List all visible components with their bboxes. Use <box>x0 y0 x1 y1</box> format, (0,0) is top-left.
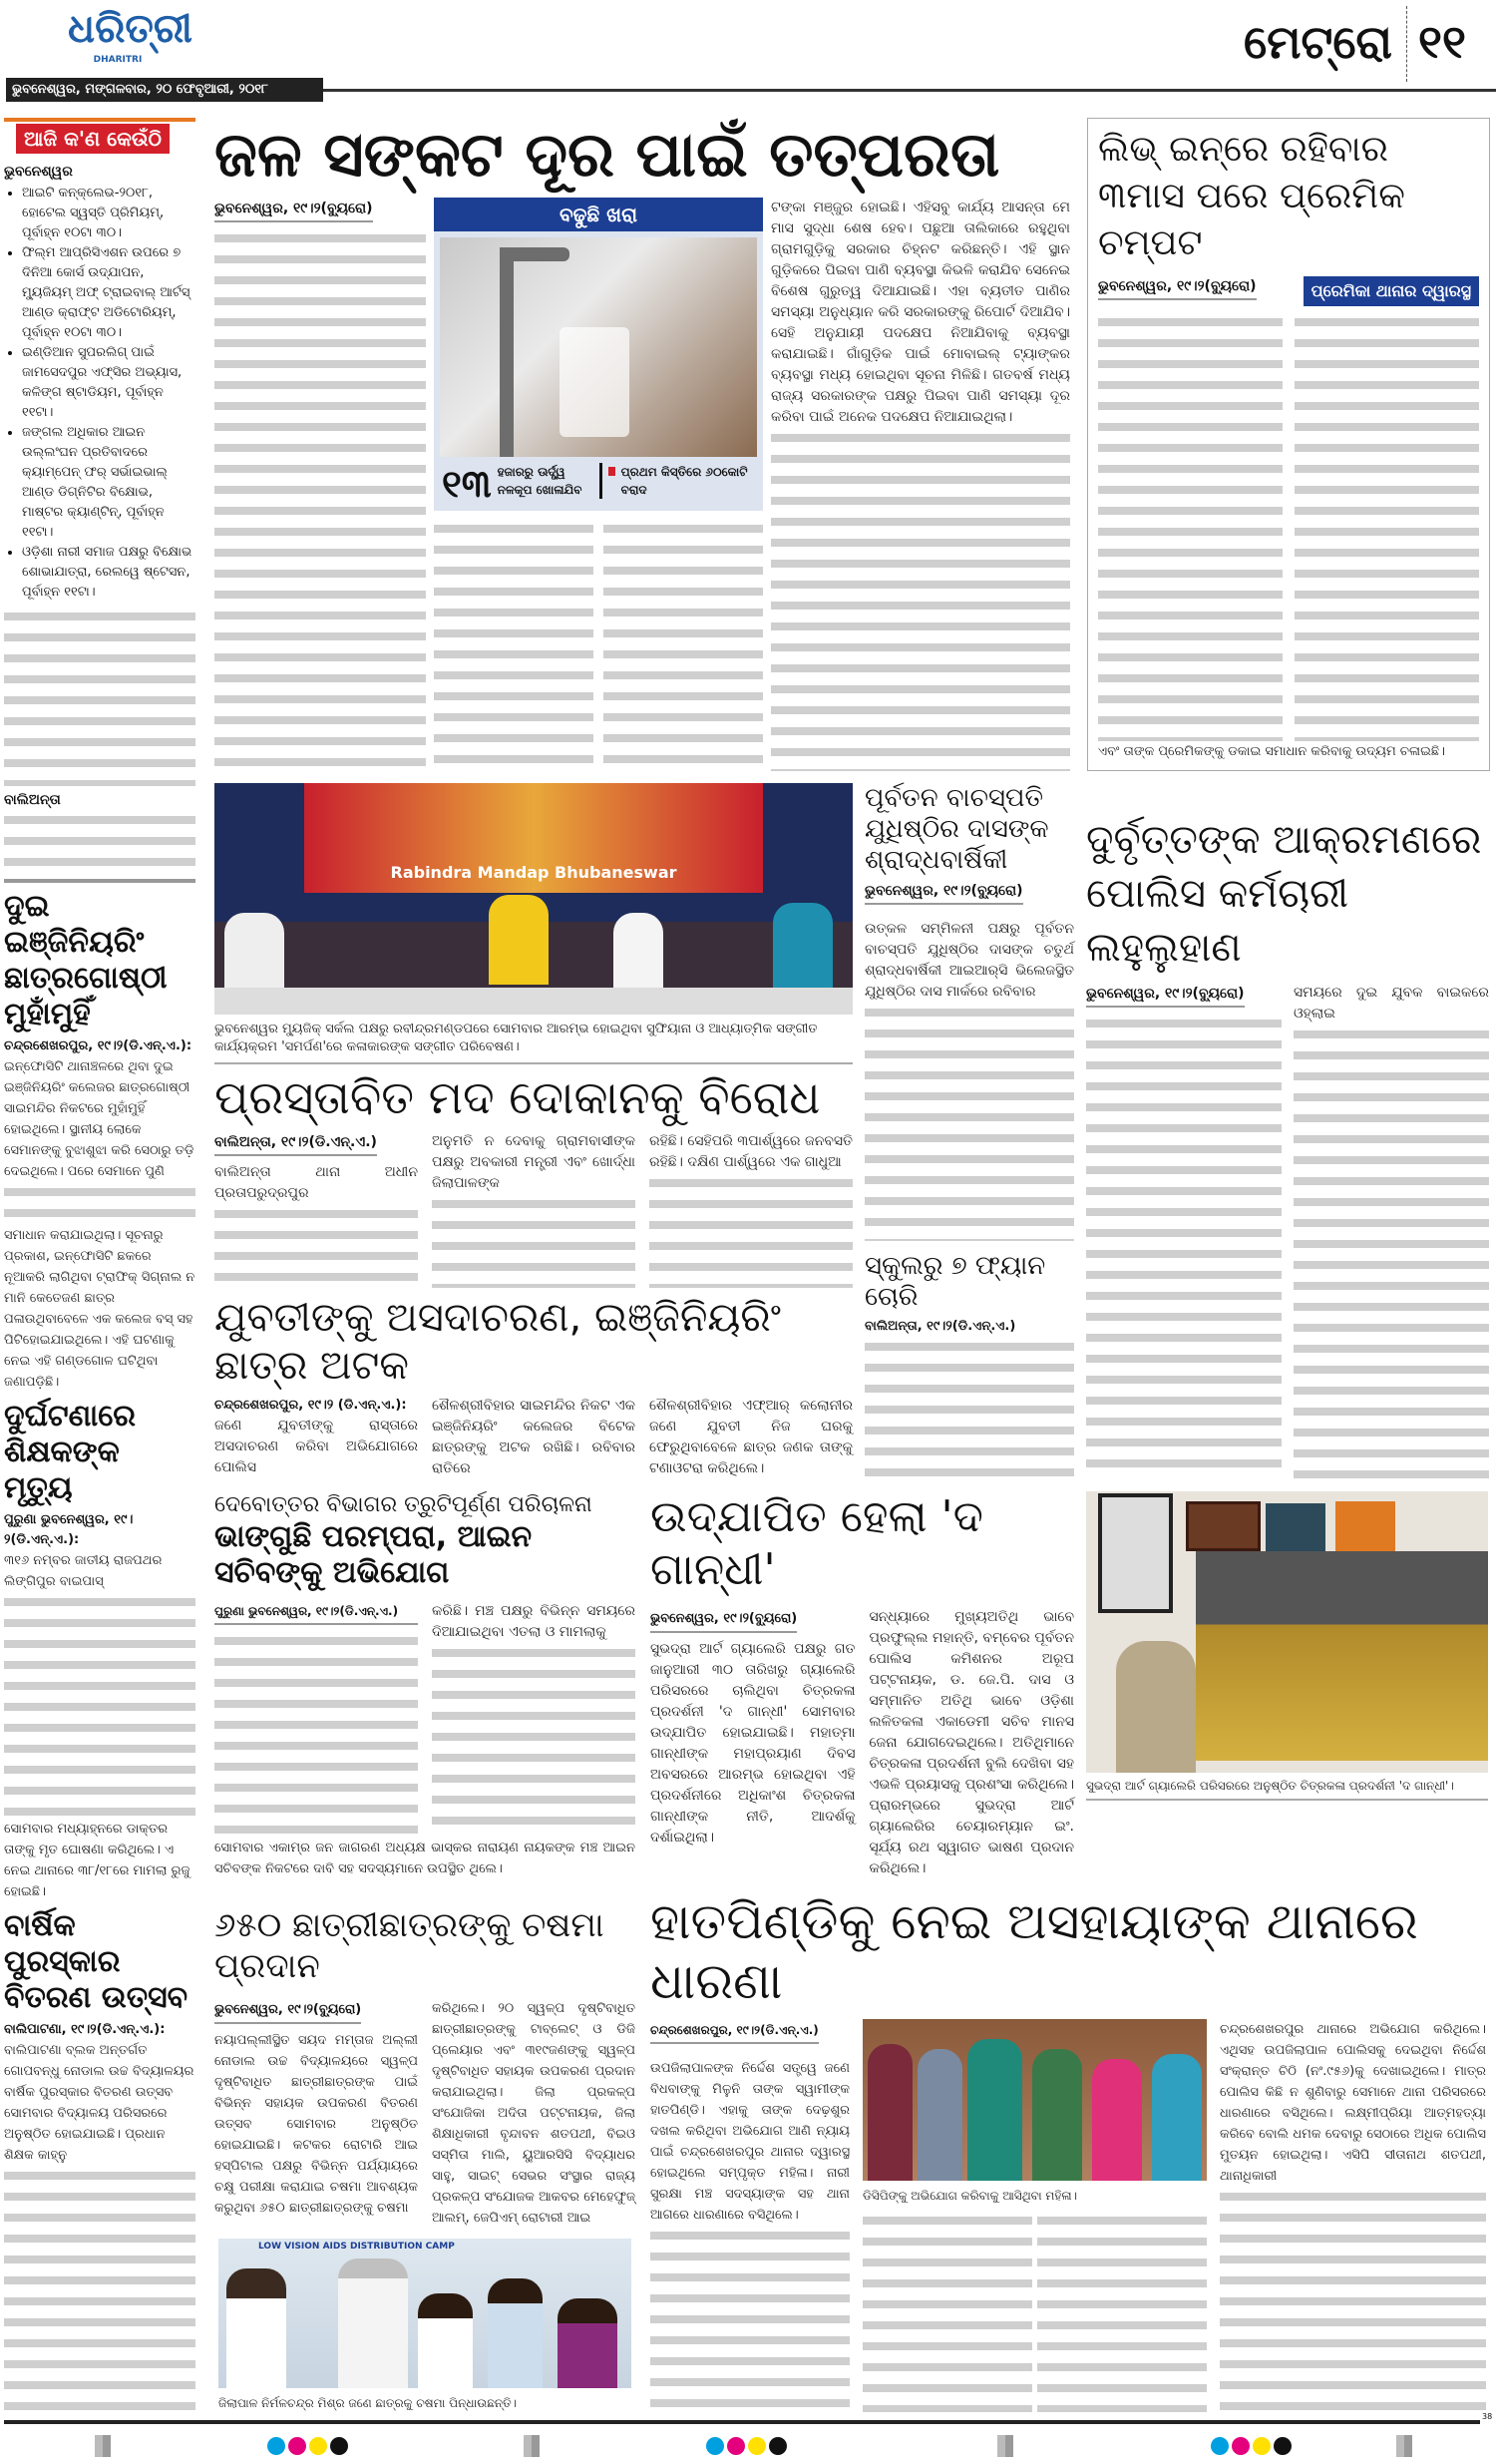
divider <box>214 1062 853 1064</box>
story-body: ବାଲିପାଟଣା ବ୍ଲକ ଅନ୍ତର୍ଗତ ଗୋପବନ୍ଧୁ ନୋଡାଲ ଉଚ୍ଚ ବିଦ୍ୟାଳୟର ବାର୍ଷିକ ପୁରସ୍କାର ବିତରଣ ଉତ୍ସବ ସୋମବାର ବିଦ୍ୟାଳୟ ପରିସରରେ ଅନୁଷ୍ଠିତ ହୋଇଯାଇଛି। ପ୍ରଧାନ ଶିକ୍ଷକ କାହ୍ନୁ <box>4 2043 194 2164</box>
story-body <box>1295 312 1479 741</box>
story-body: ରହିଛି। ସେହିପରି ୩ପାର୍ଶ୍ୱରେ ଜନବସତି ରହିଛି। ଦକ୍ଷିଣ ପାର୍ଶ୍ୱରେ ଏକ ଗାଧୁଆ <box>649 1133 853 1171</box>
tap-shape <box>500 247 569 261</box>
glasses-headline: ୬୫୦ ଛାତ୍ରୀଛାତ୍ରଙ୍କୁ ଚଷମା ପ୍ରଦାନ <box>214 1904 604 1986</box>
cmyk-dot <box>267 2437 285 2455</box>
water-tap-photo <box>440 237 757 457</box>
story-body-more <box>650 2226 850 2413</box>
dateline: ବାଲିଅନ୍ତା, ୧୯।୨(ଡି.ଏନ୍.ଏ.) <box>865 1319 1016 1335</box>
dateline: ଭୁବନେଶ୍ୱର, ୧୯।୨(ବ୍ୟୁରୋ) <box>214 2000 361 2024</box>
lead-story <box>214 118 1072 771</box>
dateline: ଚନ୍ଦ୍ରଶେଖରପୁର, ୧୯।୨ (ଡି.ଏନ୍.ଏ.): <box>214 1398 407 1414</box>
events-city2-text <box>4 810 195 873</box>
widow-caption: ଡିସିପିଙ୍କୁ ଅଭିଯୋଗ କରିବାକୁ ଆସିଥିବା ମହିଳା। <box>863 2188 1077 2203</box>
dateline: ଚନ୍ଦ୍ରଶେଖରପୁର, ୧୯।୨(ଡି.ଏନ୍.ଏ.) <box>650 2020 819 2044</box>
story-body: ବାଲିଅନ୍ତା ଥାନା ଅଧୀନ ପ୍ରତାପରୁଦ୍ରପୁର <box>214 1164 418 1202</box>
performer-singer <box>489 895 549 985</box>
story-body-tail: ସମାଧାନ କରାଯାଇଥିଲା। ସୂଚନାରୁ ପ୍ରକାଶ, ଇନ୍‌ଫୋସିଟି ଛକରେ ନୂଆକରି ଲାଗିଥିବା ଟ୍ରାଫିକ୍ ସିଗ୍ନାଲ ନ ମାନି କେତେଜଣ ଛାତ୍ର ପଳାଉଥିବାବେଳେ ଏକ କଲେଜ ବସ୍ ସହ ପିଟିହୋଇଯାଇଥିଲେ। ଏହି ଘଟଣାକୁ ନେଇ ଏହି ଗଣ୍ଡଗୋଳ ଘଟିଥିବା ଜଣାପଡ଼ିଛି। <box>4 1228 195 1391</box>
section-name: ମେଟ୍ରୋ <box>1244 15 1392 69</box>
artist-figure <box>1116 1641 1196 1773</box>
divider <box>1086 1799 1488 1801</box>
registration-mark <box>95 2435 111 2457</box>
gandhi-exhibition-photo <box>1086 1491 1488 1773</box>
page-body <box>0 118 1496 2412</box>
bullet-square <box>608 467 615 476</box>
stat-divider <box>599 463 602 499</box>
tap-shape <box>500 247 514 457</box>
events-title: ଆଜି କ'ଣ କେଉଁଠି <box>16 124 170 154</box>
glass-shape <box>560 327 629 437</box>
story-body: ସୁଭଦ୍ରା ଆର୍ଟ ଗ୍ୟାଲେରି ପକ୍ଷରୁ ଗତ ଜାନୁଆରୀ ୩୦ ତାରିଖରୁ ଗ୍ୟାଲେରି ପରିସରରେ ଚାଲିଥିବା ଚିତ୍ରକଳା ପ୍ରଦର୍ଶନୀ 'ଦ ଗାନ୍ଧୀ' ସୋମବାର ଉଦ୍‌ଯାପିତ ହୋଇଯାଇଛି। ମହାତ୍ମା ଗାନ୍ଧୀଙ୍କ ମହାପ୍ରୟାଣ ଦିବସ ଅବସରରେ ଆରମ୍ଭ ହୋଇଥିବା ଏହି ପ୍ରଦର୍ଶନୀରେ ଅଧିକାଂଶ ଚିତ୍ରକଳା ଗାନ୍ଧୀଙ୍କ ନୀତି, ଆଦର୍ଶକୁ ଦର୍ଶାଇଥିଲା। <box>650 1640 856 1846</box>
student-figure <box>226 2268 286 2388</box>
painting-frame <box>1335 1501 1395 1551</box>
band-bottom <box>214 1891 1492 2413</box>
lead-col-right-more <box>771 428 1070 771</box>
event-item: • ଫିଲ୍ମ ଆପ୍ରିସିଏଶନ ଉପରେ ୭ ଦିନିଆ କୋର୍ସ ଉଦ୍‌ଯାପନ, ମ୍ୟୁଜିୟମ୍ ଅଫ୍ ଟ୍ରାଇବାଲ୍ ଆର୍ଟସ୍ ଆଣ୍ଡ କ୍ରାଫ୍ଟ ଅଡିଟୋରିୟମ୍, ପୂର୍ବାହ୍ନ ୧୦ଟା ୩୦। <box>22 243 195 343</box>
registration-mark <box>524 2435 540 2457</box>
stat2-text: ପ୍ରଥମ କିସ୍ତିରେ ୬୦କୋଟି ବରାଦ <box>620 465 748 498</box>
story-body <box>1086 1014 1282 1479</box>
footer <box>0 2412 1496 2464</box>
story-body: ଉପଜିଲାପାଳଙ୍କ ନିର୍ଦ୍ଦେଶ ସତ୍ତ୍ୱେ ଜଣେ ବିଧବାଙ୍କୁ ମିଳୁନି ତାଙ୍କ ସ୍ୱାମୀଙ୍କ ହାତପିଣ୍ଡି। ଏହାକୁ ତାଙ୍କ ଦେଢ଼ଶୁର ଦଖଲ କରିଥିବା ଅଭିଯୋଗ ଆଣି ନ୍ୟାୟ ପାଇଁ ଚନ୍ଦ୍ରଶେଖରପୁର ଥାନାର ଦ୍ୱାରସ୍ଥ ହୋଇଥିଲେ ସମ୍ପୃକ୍ତ ମହିଳା। ନାରୀ ସୁରକ୍ଷା ମଞ୍ଚ ସଦସ୍ୟାଙ୍କ ସହ ଥାନା ଆଗରେ ଧାରଣାରେ ବସିଥିଲେ। <box>650 2060 850 2223</box>
cmyk-dot <box>727 2437 745 2455</box>
registration-mark <box>1396 2435 1412 2457</box>
cmyk-dot <box>1253 2437 1271 2455</box>
woman-figure <box>967 2039 1022 2181</box>
liquor-headline: ପ୍ରସ୍ତାବିତ ମଦ ଦୋକାନକୁ ବିରୋଧ <box>214 1070 821 1124</box>
story-body-more <box>4 1182 195 1225</box>
story-body: ଶୈଳଶ୍ରୀବିହାର ସାଇମନ୍ଦିର ନିକଟ ଏକ ଇଞ୍ଜିନିୟରିଂ କଲେଜର ବିଟେକ ଛାତ୍ରଙ୍କୁ ଅଟକ ରଖିଛି। ରବିବାର ରାତିରେ <box>432 1398 635 1477</box>
lead-col-3 <box>603 519 763 771</box>
headline: ଦୁର୍ଘଟଣାରେ ଶିକ୍ଷକଙ୍କ ମୃତ୍ୟୁ <box>4 1399 136 1506</box>
band-middle <box>214 783 1492 1479</box>
woman-figure <box>1032 2049 1082 2181</box>
concert-photo <box>214 783 853 1015</box>
dateline: ଚନ୍ଦ୍ରଶେଖରପୁର, ୧୯।୨(ଡି.ଏନ୍.ଏ.): <box>4 1038 192 1054</box>
story-body <box>214 1631 418 1838</box>
story-body: ସମୟରେ ଦୁଇ ଯୁବକ ବାଇକରେ ଓହ୍ଲାଇ <box>1294 985 1489 1022</box>
story-body-more <box>4 1592 195 1819</box>
painting-frame <box>1186 1501 1261 1551</box>
story-body: କରିଥିଲେ। ୨୦ ସ୍ୱଳ୍ପ ଦୃଷ୍ଟିବାଧିତ ଛାତ୍ରୀଛାତ୍ରଙ୍କୁ ଟାବ୍‌ଲେଟ୍ ଓ ଡିଜି ପ୍ଲେୟାର ଏବଂ ୩୧୯ଜଣଙ୍କୁ ସ୍ୱଳ୍ପ ଦୃଷ୍ଟିବାଧିତ ସହାୟକ ଉପକରଣ ପ୍ରଦାନ କରାଯାଇଥିଲା। ଜିଲା ପ୍ରକଳ୍ପ ସଂଯୋଜିକା ଅଦିତା ପଟ୍ଟନାୟକ, ଜିଲା ଶିକ୍ଷାଧିକାରୀ ବୃନ୍ଦାବନ ଶତପଥୀ, ବିଇଓ ସସ୍ମିତା ମାଲି, ୟୁଆରସିସି ବିଦ୍ୟାଧର ସାହୁ, ସାଇଟ୍ ସେଭର ସଂସ୍ଥାର ରାଜ୍ୟ ପ୍ରକଳ୍ପ ସଂଯୋଜକ ଆକବର ମେହେଫୁଜ୍ ଆଲମ୍, ଜେପିଏମ୍ ରୋଟାରୀ ଆଇ <box>432 2001 635 2227</box>
widow-headline: ହାତପିଣ୍ଡିକୁ ନେଇ ଅସହାୟାଙ୍କ ଥାନାରେ ଧାରଣା <box>650 1891 1418 2010</box>
lead-feature-box <box>434 198 763 511</box>
footer-rule <box>4 2420 1480 2424</box>
story-body-more <box>214 1204 418 1288</box>
dateline: ପୁରୁଣା ଭୁବନେଶ୍ୱର, ୧୯।୨(ଡି.ଏନ୍.ଏ.): <box>4 1512 134 1548</box>
story-body-more <box>432 1643 635 1838</box>
kicker: ଦେବୋତ୍ତର ବିଭାଗର ତ୍ରୁଟିପୂର୍ଣ୍ଣ ପରିଚାଳନା <box>214 1492 592 1518</box>
story-glasses-body <box>214 1998 635 2229</box>
cmyk-dot <box>1274 2437 1292 2455</box>
dateline: ଭୁବନେଶ୍ୱର, ୧୯।୨(ବ୍ୟୁରୋ) <box>214 199 373 222</box>
section-divider <box>1406 6 1407 82</box>
stage-floor <box>214 988 853 1015</box>
story-body: ଉତ୍କଳ ସମ୍ମିଳନୀ ପକ୍ଷରୁ ପୂର୍ବତନ ବାଚସ୍ପତି ଯୁଧିଷ୍ଠିର ଦାସଙ୍କ ଚତୁର୍ଥ ଶ୍ରାଦ୍ଧବାର୍ଷିକୀ ଆଇଆର୍‌ସି ଭିଲେଜସ୍ଥିତ ଯୁଧିଷ୍ଠିର ଦାସ ମାର୍କରେ ରବିବାର <box>865 920 1074 1000</box>
painting-frame <box>1098 1493 1173 1613</box>
events-top-rule <box>4 118 195 122</box>
dateline: ପୁରୁଣା ଭୁବନେଶ୍ୱର, ୧୯।୨(ଡି.ଏନ୍.ଏ.) <box>214 1601 418 1625</box>
headline: ଦୁର୍ବୃତ୍ତଙ୍କ ଆକ୍ରମଣରେ ପୋଲିସ କର୍ମଚାରୀ ଲହୁଲୁହାଣ <box>1086 817 1482 971</box>
story-body: ନୟାପଲ୍ଲୀସ୍ଥିତ ସୟଦ ମମ୍ତାଜ ଅଲ୍ଲୀ ନୋଡାଲ ଉଚ୍ଚ ବିଦ୍ୟାଳୟରେ ସ୍ୱଳ୍ପ ଦୃଷ୍ଟିବାଧିତ ଛାତ୍ରୀଛାତ୍ରଙ୍କ ପାଇଁ ବିଭିନ୍ନ ସହାୟକ ଉପକରଣ ବିତରଣ ଉତ୍ସବ ସୋମବାର ଅନୁଷ୍ଠିତ ହୋଇଯାଇଛି। କଟକର ରୋଟାରି ଆଇ ହସ୍ପିଟାଲ ପକ୍ଷରୁ ବିଭିନ୍ନ ପର୍ଯ୍ୟାୟରେ ଚକ୍ଷୁ ପରୀକ୍ଷା କରାଯାଇ ଚଷମା ଆବଶ୍ୟକ କରୁଥିବା ୬୫୦ ଛାତ୍ରୀଛାତ୍ରଙ୍କୁ ଚଷମା <box>214 2033 418 2217</box>
event-item: • ଜଙ୍ଗଲ ଅଧିକାର ଆଇନ ଉଲ୍ଲଂଘନ ପ୍ରତିବାଦରେ କ୍ୟାମ୍ପେନ୍ ଫର୍ ସର୍ଭାଇଭାଲ୍ ଆଣ୍ଡ ଡିଗ୍ନିଟିର ବିକ୍ଷୋଭ, ମାଷ୍ଟର କ୍ୟାଣ୍ଟିନ୍, ପୂର୍ବାହ୍ନ ୧୧ଟା। <box>22 423 195 543</box>
widow-col-1 <box>650 2019 850 2413</box>
cmyk-dot <box>706 2437 724 2455</box>
story-police <box>1086 783 1489 1479</box>
misconduct-headline: ଯୁବତୀଙ୍କୁ ଅସଦାଚରଣ, ଇଞ୍ଜିନିୟରିଂ ଛାତ୍ର ଅଟକ <box>214 1295 781 1390</box>
widow-col-3 <box>863 2211 1032 2413</box>
dateline: ବାଲିଅନ୍ତା, ୧୯।୨(ଡି.ଏନ୍.ଏ.) <box>214 1132 377 1156</box>
events-list <box>4 184 195 603</box>
story-body: ଶୈଳଶ୍ରୀବିହାର ଏଫ୍ଆର୍ କଲୋନୀର ଜଣେ ଯୁବତୀ ନିଜ ଘରକୁ ଫେରୁଥିବାବେଳେ ଛାତ୍ର ଜଣକ ତାଙ୍କୁ ଟଣାଓଟରା କରିଥିଲେ। <box>649 1398 853 1477</box>
painting-frame <box>1266 1503 1325 1553</box>
story-body-more <box>1294 1025 1489 1479</box>
official-figure <box>338 2259 408 2388</box>
story-misconduct-body <box>214 1396 853 1479</box>
gandhi-headline: ଉଦ୍‌ଯାପିତ ହେଲା 'ଦ ଗାନ୍ଧୀ' <box>650 1491 983 1595</box>
story-accident <box>4 1399 195 1902</box>
performer-tabla <box>224 913 284 993</box>
story-body <box>1098 312 1283 741</box>
subhead-badge: ପ୍ରେମିକା ଥାନାର ଦ୍ୱାରସ୍ଥ <box>1304 276 1479 306</box>
cmyk-dot <box>330 2437 348 2455</box>
headline: ବାର୍ଷିକ ପୁରସ୍କାର ବିତରଣ ଉତ୍ସବ <box>4 1908 188 2016</box>
story-body: ଜଣେ ଯୁବତୀଙ୍କୁ ରାସ୍ତାରେ ଅସଦାଚରଣ କରିବା ଅଭିଯୋଗରେ ପୋଲିସ <box>214 1418 418 1476</box>
widow-col-right: ଚନ୍ଦ୍ରଶେଖରପୁର ଥାନାରେ ଅଭିଯୋଗ କରିଥିଲେ। ଏଥିସହ ଉପଜିଲାପାଳ ପୋଲିସକୁ ଦେଇଥିବା ନିର୍ଦ୍ଦେଶ ସଂକ୍ରାନ୍ତ ଚିଠି (ନଂ.୯୫୬)କୁ ଦେଖାଇଥିଲେ। ମାତ୍ର ପୋଲିସ କିଛି ନ ଶୁଣିବାରୁ ସେମାନେ ଥାନା ପରିସରରେ ଧାରଣାରେ ବସିଥିଲେ। ଲକ୍ଷ୍ମୀପ୍ରିୟା ଆତ୍ମହତ୍ୟା କରିବେ ବୋଲି ଧମକ ଦେବାରୁ ସେଠାରେ ଅଧିକ ପୋଲିସ ମୁତୟନ ହୋଇଥିଲା। ଏସିପି ସୀତାନାଥ ଶତପଥୀ, ଥାନାଧିକାରୀ <box>1220 2021 1486 2184</box>
women-protest-photo <box>863 2019 1207 2181</box>
feature-title: ବଢୁଛି ଖରା <box>434 198 763 231</box>
cmyk-dot <box>309 2437 327 2455</box>
story-body <box>214 228 426 771</box>
story-body: ସନ୍ଧ୍ୟାରେ ମୁଖ୍ୟଅତିଥି ଭାବେ ପ୍ରଫୁଲ୍ଲ ମହାନ୍ତି, ବମ୍ବେର ପୂର୍ବତନ ପୋଲିସ କମିଶନର ଅରୂପ ପଟ୍ଟନାୟକ, ଡ. ଜେ.ପି. ଦାସ ଓ ସମ୍ମାନିତ ଅତିଥି ଭାବେ ଓଡ଼ିଶା ଲଳିତକଳା ଏକାଡେମୀ ସଚିବ ମାନସ ଜେନା ଯୋଗଦେଇଥିଲେ। ଅତିଥିମାନେ ଚିତ୍ରକଳା ପ୍ରଦର୍ଶନୀ ବୁଲି ଦେଖିବା ସହ ଏଭଳି ପ୍ରୟାସକୁ ପ୍ରଶଂସା କରିଥିଲେ। ପ୍ରାରମ୍ଭରେ ସୁଭଦ୍ରା ଆର୍ଟ ଗ୍ୟାଲେରିର ଚେୟାରମ୍ୟାନ ଇଂ. ସୂର୍ଯ୍ୟ ରଥ ସ୍ୱାଗତ ଭାଷଣ ପ୍ରଦାନ କରିଥିଲେ। <box>869 1608 1074 1876</box>
headline: ଦୁଇ ଇଞ୍ଜିନିୟରିଂ ଛାତ୍ରଗୋଷ୍ଠୀ ମୁହାଁମୁହିଁ <box>4 889 168 1032</box>
woman-figure <box>1152 2054 1202 2181</box>
woman-figure <box>918 2049 962 2181</box>
story-body: ୩୧୬ ନମ୍ବର ଜାତୀୟ ରାଜପଥର ଲିଙ୍ଗିପୁର ବାଇପାସ୍ <box>4 1553 163 1590</box>
cmyk-dot <box>288 2437 306 2455</box>
story-widow <box>650 1891 1488 2413</box>
left-column <box>4 118 195 2412</box>
story-body: ଅନୁମତି ନ ଦେବାକୁ ଗ୍ରାମବାସୀଙ୍କ ପକ୍ଷରୁ ଅବକାରୀ ମନ୍ତ୍ରୀ ଏବଂ ଖୋର୍ଦ୍ଧା ଜିଲାପାଳଙ୍କ <box>432 1133 635 1192</box>
teacher-figure <box>558 2298 617 2388</box>
story-body-more <box>865 1003 1074 1241</box>
headline: ଭାଙ୍ଗୁଛି ପରମ୍ପରା, ଆଇନ ସଚିବଙ୍କୁ ଅଭିଯୋଗ <box>214 1519 533 1591</box>
story-liquor-body <box>214 1131 853 1288</box>
cmyk-dot <box>1211 2437 1229 2455</box>
main-area <box>214 118 1492 2412</box>
event-item: • ଆଇଟି କନ୍‌କ୍ଲେଭ-୨୦୧୮, ହୋଟେଲ ସ୍ୱସ୍ତି ପ୍ରିମିୟମ୍, ପୂର୍ବାହ୍ନ ୧୦ଟା ୩୦। <box>22 184 195 243</box>
page-code: 38 <box>1482 2412 1493 2422</box>
band-top <box>214 118 1492 771</box>
woman-figure <box>1092 2059 1142 2181</box>
lead-col-2 <box>434 519 593 771</box>
logo-english: DHARITRI <box>93 55 143 65</box>
stat-number: ୧୩ <box>442 462 492 507</box>
story-livein-box <box>1087 118 1490 771</box>
masthead-rule <box>323 89 1496 92</box>
band-middle-center <box>865 783 1074 1479</box>
cmyk-dot <box>1232 2437 1250 2455</box>
story-speaker <box>865 783 1074 1241</box>
widow-col-5 <box>1220 2187 1486 2413</box>
events-city2: ବାଲିଅନ୍ତା <box>4 792 61 809</box>
story-body: କରିଛି। ମଞ୍ଚ ପକ୍ଷରୁ ବିଭିନ୍ନ ସମୟରେ ଦିଆଯାଇଥିବା ଏତଲା ଓ ମାମଲାକୁ <box>432 1603 635 1641</box>
events-more-text <box>4 607 195 786</box>
student-figure <box>488 2278 543 2388</box>
story-glasses <box>214 1891 635 2413</box>
story-body <box>865 1337 1074 1479</box>
stage-banner: Rabindra Mandap Bhubaneswar <box>304 783 763 893</box>
story-gandhi <box>650 1491 1074 1879</box>
dateline: ଭୁବନେଶ୍ୱର, ୧୯।୨(ବ୍ୟୁରୋ) <box>1086 984 1245 1008</box>
widow-col-4 <box>1037 2211 1207 2413</box>
dateline: ଭୁବନେଶ୍ୱର, ୧୯।୨(ବ୍ୟୁରୋ) <box>865 881 1023 905</box>
story-body-tail: ସୋମବାର ମଧ୍ୟାହ୍ନରେ ଡାକ୍ତର ତାଙ୍କୁ ମୃତ ଘୋଷଣା କରିଥିଲେ। ଏ ନେଇ ଥାନାରେ ୩୮/୧୮ରେ ମାମଲା ରୁଜୁ ହୋଇଛି। <box>4 1822 190 1900</box>
story-engineering <box>4 889 195 1393</box>
events-city: ଭୁବନେଶ୍ୱର <box>4 164 73 180</box>
story-body-tail: ସୋମବାର ଏକାମ୍ର ଜନ ଜାଗରଣ ଅଧ୍ୟକ୍ଷ ଭାସ୍କର ନାରାୟଣ ନାୟକଙ୍କ ମଞ୍ଚ ଆଇନ ସଚିବଙ୍କ ନିକଟରେ ଦାବି ସହ ସଦସ୍ୟମାନେ ଉପସ୍ଥିତ ଥିଲେ। <box>214 1840 635 1876</box>
divider <box>4 879 195 883</box>
story-body-more <box>432 1194 635 1288</box>
event-item: • ଓଡ଼ିଶା ନାରୀ ସମାଜ ପକ୍ଷରୁ ବିକ୍ଷୋଭ ଶୋଭାଯାତ୍ରା, ରେଲୱେ ଷ୍ଟେସନ, ପୂର୍ବାହ୍ନ ୧୧ଟା। <box>22 543 195 603</box>
band-lower <box>214 1491 1492 1879</box>
event-item: • ଇଣ୍ଡିଆନ ସୁପରଲିଗ୍ ପାଇଁ ଜାମସେଦପୁର ଏଫ୍‌ସିର ଅଭ୍ୟାସ, କଳିଙ୍ଗ ଷ୍ଟାଡିୟମ, ପୂର୍ବାହ୍ନ ୧୧ଟା। <box>22 343 195 423</box>
cmyk-dot <box>769 2437 787 2455</box>
story-fans <box>865 1251 1074 1479</box>
stat-text: ହଜାରରୁ ଊର୍ଦ୍ଧ୍ୱ ନଳକୂପ ଖୋଳାଯିବ <box>497 465 582 498</box>
cmyk-dot <box>748 2437 766 2455</box>
story-temple <box>214 1491 635 1879</box>
lead-headline: ଜଳ ସଙ୍କଟ ଦୂର ପାଇଁ ତତ୍ପରତା <box>214 118 1000 191</box>
dateline: ଭୁବନେଶ୍ୱର, ୧୯।୨(ବ୍ୟୁରୋ) <box>1098 276 1257 300</box>
canvas-painting <box>1196 1551 1488 1761</box>
dateline: ବାଲିପାଟଣା, ୧୯।୨(ଡି.ଏନ୍.ଏ.): <box>4 2022 166 2038</box>
logo-wordmark: ଧରିତ୍ରୀ <box>68 6 192 52</box>
dateline: ଭୁବନେଶ୍ୱର, ୧୯।୨(ବ୍ୟୁରୋ) <box>650 1609 797 1633</box>
page-number: ୧୧ <box>1418 15 1466 69</box>
registration-mark <box>997 2435 1013 2457</box>
story-body-more <box>4 2166 195 2412</box>
performer-harmonium <box>773 903 833 993</box>
headline: ଲିଭ୍ ଇନ୍‌ରେ ରହିବାର ୩ମାସ ପରେ ପ୍ରେମିକ ଚମ୍ପଟ <box>1098 129 1405 263</box>
student-figure <box>418 2293 473 2388</box>
glasses-caption: ଜିଲାପାଳ ନିର୍ମଳଚନ୍ଦ୍ର ମିଶ୍ର ଜଣେ ଛାତ୍ରକୁ ଚଷମା ପିନ୍ଧାଉଛନ୍ତି। <box>218 2396 518 2411</box>
headline: ପୂର୍ବତନ ବାଚସ୍ପତି ଯୁଧିଷ୍ଠିର ଦାସଙ୍କ ଶ୍ରାଦ୍ଧବାର୍ଷିକୀ <box>865 783 1049 876</box>
woman-figure <box>868 2044 913 2181</box>
lead-col-1 <box>214 198 426 771</box>
masthead <box>0 0 1496 118</box>
band-middle-left <box>214 783 853 1479</box>
glasses-distribution-photo <box>218 2239 631 2388</box>
headline: ସ୍କୁଲରୁ ୭ ଫ୍ୟାନ ଚୋରି <box>865 1250 1046 1312</box>
story-last-line: ଏବଂ ତାଙ୍କ ପ୍ରେମିକଙ୍କୁ ଡକାଇ ସମାଧାନ କରିବାକୁ ଉଦ୍ୟମ ଚଳାଇଛି। <box>1098 744 1445 759</box>
story-body-more <box>649 1173 853 1288</box>
gandhi-caption: ସୁଭଦ୍ରା ଆର୍ଟ ଗ୍ୟାଲେରି ପରିସରରେ ଅନୁଷ୍ଠିତ ଚିତ୍ରକଳା ପ୍ରଦର୍ଶନୀ 'ଦ ଗାନ୍ଧୀ'। <box>1086 1779 1454 1794</box>
concert-caption: ଭୁବନେଶ୍ୱର ମ୍ୟୁଜିକ୍ ସର୍କଲ ପକ୍ଷରୁ ରବୀନ୍ଦ୍ରମଣ୍ଡପରେ ସୋମବାର ଆରମ୍ଭ ହୋଇଥିବା ସୁଫିୟାନା ଓ ଆଧ୍ୟାତ୍ମିକ ସଙ୍ଗୀତ କାର୍ଯ୍ୟକ୍ରମ 'ସମର୍ପଣ'ରେ କଳାକାରଙ୍କ ସଙ୍ଗୀତ ପରିବେଷଣ। <box>214 1022 818 1054</box>
date-bar: ଭୁବନେଶ୍ୱର, ମଙ୍ଗଳବାର, ୨୦ ଫେବୃଆରୀ, ୨୦୧୮ <box>6 78 323 102</box>
masthead-logo <box>68 4 192 66</box>
story-award <box>4 1908 195 2412</box>
lead-col-right: ଟଙ୍କା ମଞ୍ଜୁର ହୋଇଛି। ଏହିସବୁ କାର୍ଯ୍ୟ ଆସନ୍ତା ମେ ମାସ ସୁଦ୍ଧା ଶେଷ ହେବ। ପଛୁଆ ତାଲିକାରେ ରହୁଥିବା ଗ୍ରାମଗୁଡ଼ିକୁ ସରକାର ଚିହ୍ନଟ କରିଛନ୍ତି। ଏହି ସ୍ଥାନ ଗୁଡ଼ିକରେ ପିଇବା ପାଣି ବ୍ୟବସ୍ଥା କିଭଳି କରାଯିବ ସେନେଇ ବିଶେଷ ଗୁରୁତ୍ୱ ଦିଆଯାଇଛି। ଏହା ବ୍ୟତୀତ ପାଣିର ସମସ୍ୟା ଅନୁଧ୍ୟାନ କରି ସରକାରଙ୍କୁ ରିପୋର୍ଟ ଦିଆଯିବ। ସେହି ଅନୁଯାୟୀ ପଦକ୍ଷେପ ନିଆଯିବାକୁ ବ୍ୟବସ୍ଥା କରାଯାଇଛି। ଗାଁଗୁଡ଼ିକ ପାଇଁ ମୋବାଇଲ୍ ଟ୍ୟାଙ୍କର ବ୍ୟବସ୍ଥା ମଧ୍ୟ ହୋଇଥିବା ସୂଚନା ମିଳିଛି। ଗତବର୍ଷ ମଧ୍ୟ ରାଜ୍ୟ ସରକାରଙ୍କ ପକ୍ଷରୁ ପିଇବା ପାଣି ସମସ୍ୟା ଦୂର କରିବା ପାଇଁ ଅନେକ ପଦକ୍ଷେପ ନିଆଯାଇଥିଲା। <box>771 200 1070 426</box>
story-body: ଇନ୍‌ଫୋସିଟି ଥାନାଞ୍ଚଳରେ ଥିବା ଦୁଇ ଇଞ୍ଜିନିୟରିଂ କଲେଜର ଛାତ୍ରଗୋଷ୍ଠୀ ସାଇମନ୍ଦିର ନିକଟରେ ମୁହାଁମୁହିଁ ହୋଇଥିଲେ। ସ୍ଥାନୀୟ ଲୋକେ ସେମାନଙ୍କୁ ବୁଝାଶୁଝା କରି ସେଠାରୁ ତଡ଼ି ଦେଇଥିଲେ। ପରେ ସେମାନେ ପୁଣି <box>4 1059 194 1180</box>
performer-flute <box>613 913 663 993</box>
story-gandhi-body <box>650 1607 1074 1879</box>
events-column <box>4 118 195 873</box>
camp-banner: LOW VISION AIDS DISTRIBUTION CAMP <box>258 2242 455 2253</box>
